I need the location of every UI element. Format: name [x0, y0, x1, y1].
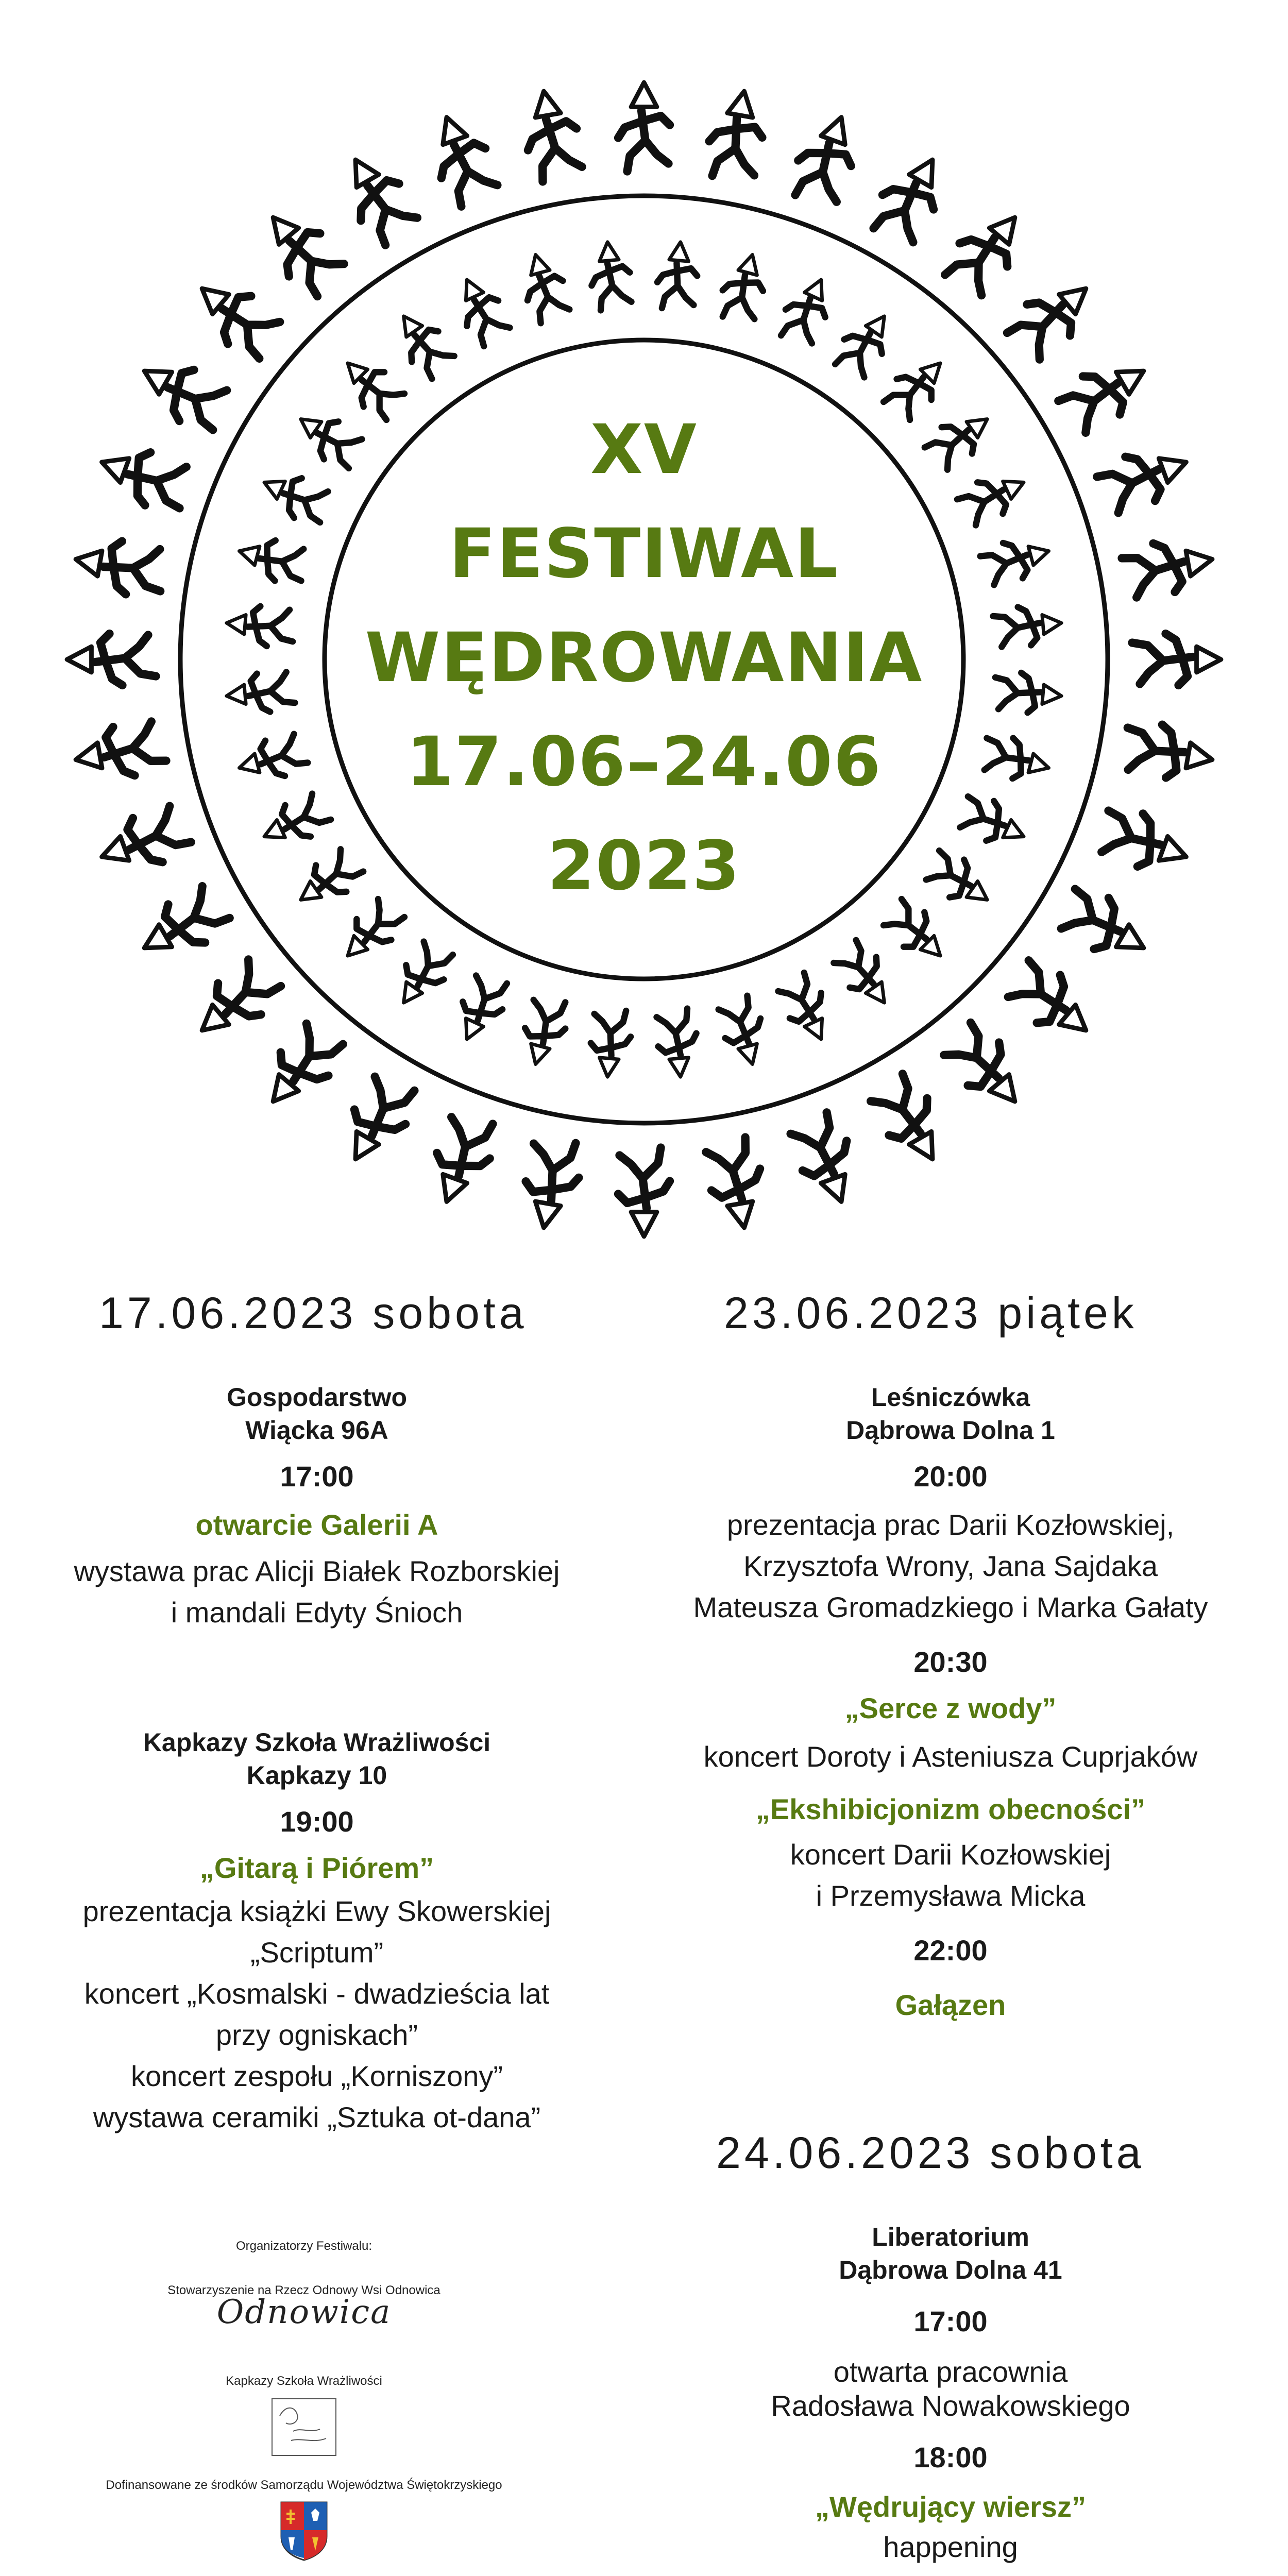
venue-address: Kapkazy 10: [246, 1761, 387, 1790]
dancing-figure-icon: [879, 349, 954, 425]
dancing-figure-icon: [290, 403, 367, 473]
day3-program: [665, 2221, 1236, 2576]
dancing-figure-icon: [655, 240, 700, 311]
year-text: 2023: [547, 826, 741, 906]
dancing-figure-icon: [333, 147, 422, 249]
day1-heading: 17.06.2023 sobota: [99, 1289, 528, 1338]
event-desc-line: i Przemysława Micka: [816, 1879, 1086, 1912]
dancing-figure-icon: [1054, 881, 1157, 970]
dancing-figure-icon: [225, 671, 295, 716]
dancing-figure-icon: [518, 87, 584, 183]
dancing-figure-icon: [588, 240, 633, 311]
dancing-figure-icon: [703, 1136, 769, 1232]
festival-emblem: [52, 67, 1236, 1252]
dancing-figure-icon: [234, 532, 309, 587]
dancing-figure-icon: [992, 603, 1063, 648]
kapkazy-logo-icon: [270, 2397, 337, 2457]
event-desc-line: wystawa ceramiki „Sztuka ot-dana”: [93, 2101, 541, 2133]
organizers-section: [72, 2239, 536, 2568]
dancing-figure-icon: [716, 249, 771, 325]
dancing-figure-icon: [1120, 534, 1216, 600]
dancing-figure-icon: [588, 1008, 633, 1078]
event-desc-line: prezentacja prac Darii Kozłowskiej,: [726, 1509, 1175, 1541]
dancing-figure-icon: [387, 305, 458, 383]
event-time: 22:00: [913, 1934, 988, 1967]
dancing-figure-icon: [256, 790, 334, 854]
event-desc-line: Krzysztofa Wrony, Jana Sajdaka: [743, 1550, 1158, 1582]
dancing-figure-icon: [954, 790, 1032, 854]
day1-program: [52, 1381, 582, 2154]
dancing-figure-icon: [334, 349, 409, 425]
dancing-figure-icon: [978, 732, 1054, 787]
event-time: 18:00: [913, 2441, 988, 2473]
coat-of-arms-logo: [72, 2500, 536, 2562]
venue-address: Dąbrowa Dolna 41: [839, 2256, 1062, 2284]
dancing-figure-icon: [978, 532, 1054, 587]
dancing-figure-icon: [938, 1017, 1035, 1118]
dancing-figure-icon: [67, 634, 156, 685]
funding-note: Dofinansowane ze środków Samorządu Województwa Świętokrzyskiego: [106, 2478, 502, 2492]
dancing-figure-icon: [449, 970, 513, 1047]
dancing-figure-icon: [879, 894, 954, 970]
dancing-figure-icon: [422, 108, 501, 209]
dancing-figure-icon: [93, 438, 194, 517]
dancing-figure-icon: [1120, 719, 1216, 785]
wedrowania-text: WĘDROWANIA: [365, 618, 923, 698]
dancing-figure-icon: [333, 1070, 422, 1172]
dancing-figure-icon: [703, 87, 769, 183]
venue-address: Dąbrowa Dolna 1: [846, 1416, 1055, 1445]
day2-heading: 23.06.2023 piątek: [724, 1289, 1138, 1338]
dancing-figure-icon: [234, 732, 309, 787]
dancing-figure-icon: [256, 465, 334, 529]
dancing-figure-icon: [253, 1017, 350, 1118]
dancing-figure-icon: [938, 201, 1035, 302]
event-title: Gałązen: [895, 1989, 1006, 2021]
organizers-label: Organizatorzy Festiwalu:: [235, 2239, 372, 2253]
dancing-figure-icon: [517, 249, 572, 325]
event-title: otwarcie Galerii A: [195, 1509, 438, 1541]
edition-text: XV: [590, 410, 698, 489]
dancing-figure-icon: [185, 269, 286, 365]
dancing-figure-icon: [422, 1109, 501, 1210]
dancing-figure-icon: [618, 82, 670, 172]
organizer-name: Kapkazy Szkoła Wrażliwości: [226, 2374, 382, 2388]
event-desc-line: wystawa prac Alicji Białek Rozborskiej: [74, 1555, 560, 1587]
venue-address: Wiącka 96A: [245, 1416, 388, 1445]
dancing-figure-icon: [1002, 269, 1103, 365]
venue-name: Liberatorium: [872, 2223, 1029, 2251]
venue-name: Kapkazy Szkoła Wrażliwości: [143, 1728, 491, 1757]
venue-name: Gospodarstwo: [226, 1383, 408, 1412]
dancing-figure-icon: [992, 671, 1063, 716]
day3-heading: 24.06.2023 sobota: [716, 2128, 1145, 2178]
coat-of-arms-icon: [279, 2500, 329, 2561]
venue-name: Leśniczówka: [871, 1383, 1030, 1412]
dancing-figure-icon: [866, 147, 955, 249]
dancing-figure-icon: [1094, 438, 1195, 517]
dancing-figure-icon: [921, 845, 998, 916]
dancing-figure-icon: [954, 465, 1032, 529]
dancing-figure-icon: [387, 936, 458, 1014]
dancing-figure-icon: [93, 802, 194, 881]
dancing-figure-icon: [775, 970, 839, 1047]
dancing-figure-icon: [1094, 802, 1195, 881]
odnowica-logo: [72, 2293, 536, 2341]
festival-text: FESTIWAL: [449, 514, 839, 594]
dancing-figure-icon: [1054, 349, 1157, 438]
dancing-figure-icon: [787, 108, 866, 209]
event-time: 20:00: [913, 1460, 988, 1493]
dates-text: 17.06–24.06: [406, 722, 882, 802]
event-desc-line: prezentacja książki Ewy Skowerskiej: [82, 1895, 551, 1927]
event-desc-line: i mandali Edyty Śnioch: [171, 1596, 463, 1629]
day2-program: [665, 1381, 1236, 2071]
odnowica-logo-text: Odnowica: [216, 2293, 392, 2331]
dancing-figure-icon: [518, 1136, 584, 1232]
dancing-figure-icon: [185, 954, 286, 1050]
event-time: 20:30: [913, 1646, 988, 1678]
event-desc-line: Radosława Nowakowskiego: [771, 2389, 1130, 2422]
dancing-figure-icon: [334, 894, 409, 970]
dancing-figure-icon: [131, 349, 234, 438]
event-desc-line: happening: [883, 2531, 1018, 2563]
dancing-figure-icon: [131, 881, 234, 970]
dancing-figure-icon: [775, 272, 839, 349]
dancing-figure-icon: [655, 1008, 700, 1078]
dancing-figure-icon: [829, 936, 900, 1014]
dancing-figure-icon: [1132, 634, 1222, 685]
dancing-figure-icon: [921, 403, 998, 473]
event-desc-line: Mateusza Gromadzkiego i Marka Gałaty: [693, 1591, 1208, 1623]
dancing-figure-icon: [1002, 954, 1103, 1050]
event-title: „Wędrujący wiersz”: [815, 2490, 1086, 2523]
event-desc-line: otwarta pracownia: [833, 2355, 1068, 2388]
event-time: 17:00: [913, 2305, 988, 2337]
event-desc-line: koncert Darii Kozłowskiej: [790, 1838, 1111, 1871]
dancing-figure-icon: [225, 603, 295, 648]
event-desc-line: „Scriptum”: [250, 1936, 384, 1969]
dancing-figure-icon: [71, 719, 167, 785]
event-desc-line: koncert „Kosmalski - dwadzieścia lat: [84, 1977, 550, 2010]
event-desc-line: przy ogniskach”: [215, 2019, 418, 2051]
event-desc-line: koncert Doroty i Asteniusza Cuprjaków: [703, 1740, 1198, 1773]
dancing-figure-icon: [829, 305, 900, 383]
event-title: „Serce z wody”: [844, 1692, 1057, 1724]
dancing-figure-icon: [290, 845, 367, 916]
dancing-figure-icon: [618, 1148, 670, 1237]
event-title: „Ekshibicjonizm obecności”: [755, 1793, 1146, 1825]
dancing-figure-icon: [253, 201, 350, 302]
event-title: „Gitarą i Piórem”: [199, 1852, 434, 1884]
dancing-figure-icon: [449, 272, 513, 349]
event-time: 19:00: [280, 1805, 354, 1838]
dancing-figure-icon: [787, 1109, 866, 1210]
event-desc-line: koncert zespołu „Korniszony”: [130, 2060, 503, 2092]
dancing-figure-icon: [716, 994, 771, 1069]
dancing-figure-icon: [71, 534, 167, 600]
organizer-name: Stowarzyszenie na Rzecz Odnowy Wsi Odnowica: [167, 2283, 440, 2297]
kapkazy-logo: [72, 2397, 536, 2459]
dancing-figure-icon: [517, 994, 572, 1069]
event-time: 17:00: [280, 1460, 354, 1493]
dancing-figure-icon: [866, 1070, 955, 1172]
